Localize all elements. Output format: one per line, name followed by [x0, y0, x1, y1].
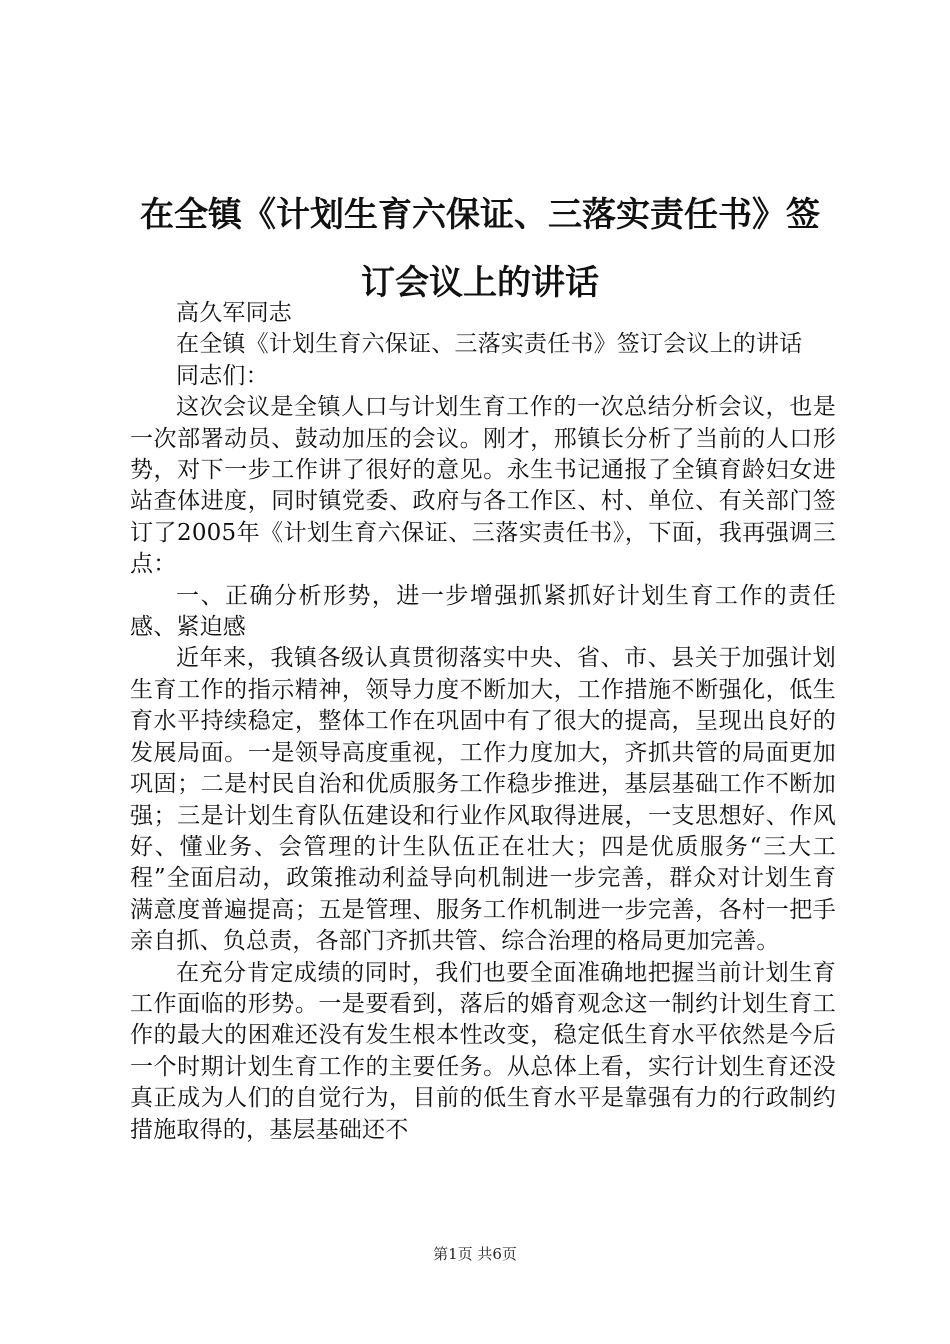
body-paragraph: 近年来，我镇各级认真贯彻落实中央、省、市、县关于加强计划生育工作的指示精神，领导力度不断加大，工作措施不断强化，低生育水平持续稳定，整体工作在巩固中有了很大的提高，呈现出良好的发展局面。一是领导高度重视，工作力度加大，齐抓共管的局面更加巩固；二是村民自治和优质服务工作稳步推进，基层基础工作不断加强；三是计划生育队伍建设和行业作风取得进展，一支思想好、作风好、懂业务、会管理的计生队伍正在壮大；四是优质服务“三大工程”全面启动，政策推动利益导向机制进一步完善，群众对计划生育满意度普遍提高；五是管理、服务工作机制进一步完善，各村一把手亲自抓、负总责，各部门齐抓共管、综合治理的格局更加完善。 [130, 645, 836, 955]
body-paragraph: 这次会议是全镇人口与计划生育工作的一次总结分析会议，也是一次部署动员、鼓动加压的会议。刚才，邢镇长分析了当前的人口形势，对下一步工作讲了很好的意见。永生书记通报了全镇育龄妇女进站查体进度，同时镇党委、政府与各工作区、村、单位、有关部门签订了2005年《计划生育六保证、三落实责任书》，下面，我再强调三点： [130, 394, 836, 578]
body-paragraph: 在充分肯定成绩的同时，我们也要全面准确地把握当前计划生育工作面临的形势。一是要看到，落后的婚育观念这一制约计划生育工作的最大的困难还没有发生根本性改变，稳定低生育水平依然是今后一个时期计划生育工作的主要任务。从总体上看，实行计划生育还没真正成为人们的自觉行为，目前的低生育水平是靠强有力的行政制约措施取得的，基层基础还不 [130, 959, 836, 1143]
page-footer: 第1页 共6页 [433, 1245, 517, 1263]
section-heading: 一、正确分析形势，进一步增强抓紧抓好计划生育工作的责任感、紧迫感 [130, 582, 836, 641]
document-body [130, 298, 836, 1146]
subtitle-line: 在全镇《计划生育六保证、三落实责任书》签订会议上的讲话 [176, 331, 803, 358]
salutation: 同志们： [176, 362, 269, 389]
author-line: 高久军同志 [176, 300, 292, 326]
document-title: 在全镇《计划生育六保证、三落实责任书》签订会议上的讲话 [140, 195, 820, 303]
